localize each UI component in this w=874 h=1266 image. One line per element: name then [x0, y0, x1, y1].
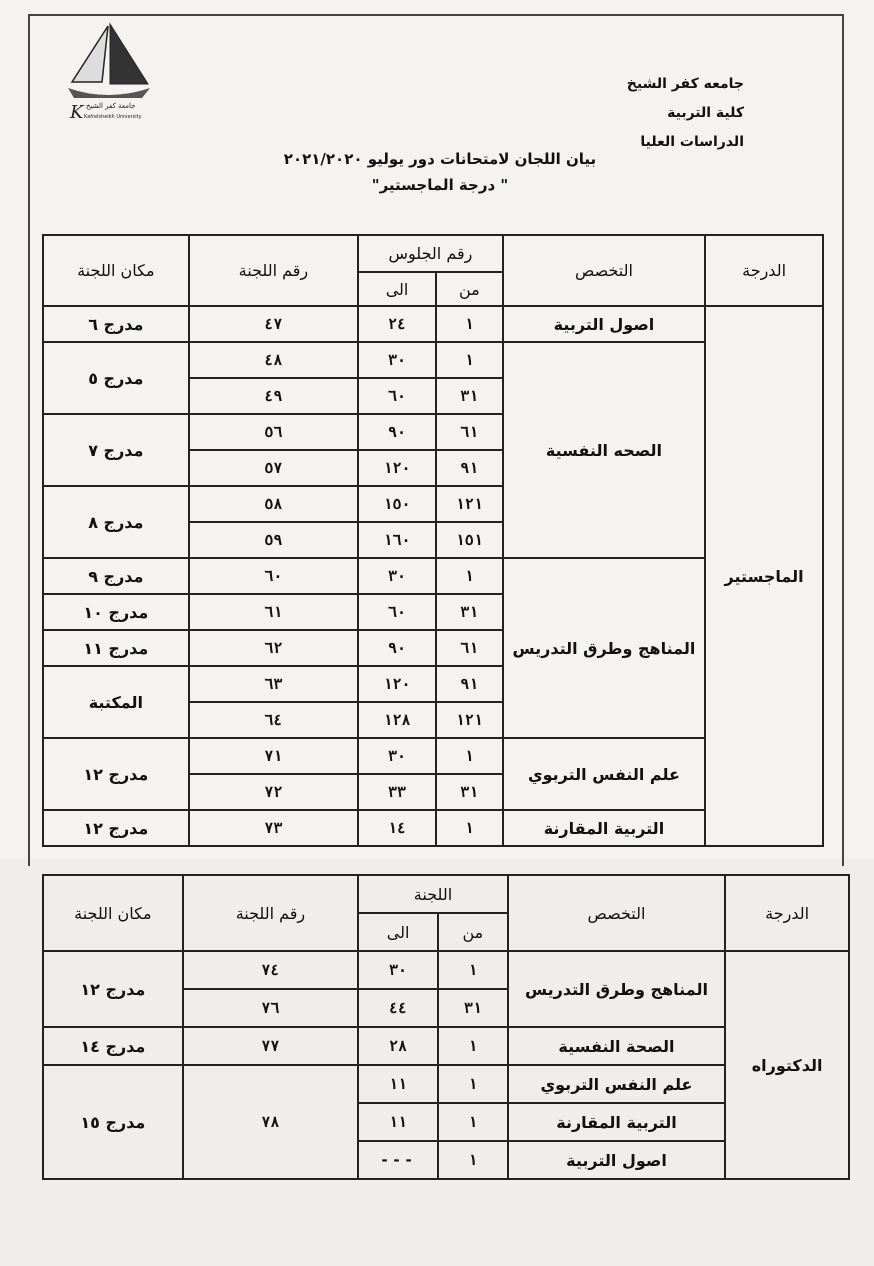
seat-to-cell: ٩٠ — [358, 630, 436, 666]
seat-from-cell: ٩١ — [436, 666, 503, 702]
seat-to-cell: ١٦٠ — [358, 522, 436, 558]
seat-from-cell: ١٢١ — [436, 486, 503, 522]
committee-number-cell: ٦٠ — [189, 558, 358, 594]
committee-place-cell: المكتبة — [43, 666, 189, 738]
specialty-cell: الصحة النفسية — [508, 1027, 725, 1065]
specialty-cell: المناهج وطرق التدريس — [503, 558, 705, 738]
range-to-cell: ٢٨ — [358, 1027, 438, 1065]
seat-from-cell: ١٢١ — [436, 702, 503, 738]
specialty-cell: المناهج وطرق التدريس — [508, 951, 725, 1027]
doctorate-committees-table — [42, 874, 850, 1180]
header-committee-number: رقم اللجنة — [189, 235, 358, 306]
committee-number-cell: ٦٣ — [189, 666, 358, 702]
seat-to-cell: ٣٠ — [358, 342, 436, 378]
committee-place-cell: مدرج ١٢ — [43, 810, 189, 846]
svg-text:جامعة كفر الشيخ: جامعة كفر الشيخ — [86, 102, 136, 110]
committee-place-cell: مدرج ٩ — [43, 558, 189, 594]
seat-from-cell: ٦١ — [436, 630, 503, 666]
header-from: من — [436, 272, 503, 306]
committee-place-cell: مدرج ١٢ — [43, 951, 183, 1027]
seat-to-cell: ٦٠ — [358, 378, 436, 414]
table-row — [43, 306, 823, 342]
svg-text:K: K — [70, 102, 84, 122]
committee-place-cell: مدرج ٥ — [43, 342, 189, 414]
seat-to-cell: ١٥٠ — [358, 486, 436, 522]
committee-number-cell: ٥٦ — [189, 414, 358, 450]
faculty-name: كلية التربية — [667, 105, 744, 121]
institution-header — [627, 70, 744, 157]
range-to-cell: --- — [358, 1141, 438, 1179]
seat-to-cell: ٩٠ — [358, 414, 436, 450]
range-from-cell: ١ — [438, 951, 508, 989]
document-title: بيان اللجان لامتحانات دور يوليو ٢٠٢١/٢٠٢٠ — [283, 150, 597, 168]
specialty-cell: اصول التربية — [508, 1141, 725, 1179]
committee-number-cell: ٤٩ — [189, 378, 358, 414]
seat-to-cell: ٣٣ — [358, 774, 436, 810]
committee-number-cell: ٧٤ — [183, 951, 358, 989]
header-to: الى — [358, 272, 436, 306]
document-subtitle: "درجة الماجستير " — [371, 176, 509, 194]
seat-from-cell: ١٥١ — [436, 522, 503, 558]
university-name: جامعه كفر الشيخ — [626, 76, 744, 92]
university-logo — [62, 22, 154, 122]
seat-to-cell: ٦٠ — [358, 594, 436, 630]
seat-to-cell: ١٢٠ — [358, 666, 436, 702]
specialty-cell: علم النفس التربوي — [508, 1065, 725, 1103]
table-row — [43, 951, 849, 989]
committee-place-cell: مدرج ١١ — [43, 630, 189, 666]
header-specialty: التخصص — [508, 875, 725, 951]
range-from-cell: ١ — [438, 1141, 508, 1179]
committee-number-cell: ٦٤ — [189, 702, 358, 738]
header-committee-group: اللجنة — [358, 875, 508, 913]
header-committee-place: مكان اللجنة — [43, 875, 183, 951]
specialty-cell: علم النفس التربوي — [503, 738, 705, 810]
range-to-cell: ١١ — [358, 1103, 438, 1141]
committee-place-cell: مدرج ٧ — [43, 414, 189, 486]
committee-place-cell: مدرج ١٠ — [43, 594, 189, 630]
range-from-cell: ١ — [438, 1065, 508, 1103]
committee-number-cell: ٧٦ — [183, 989, 358, 1027]
committee-number-cell: ٥٧ — [189, 450, 358, 486]
seat-from-cell: ١ — [436, 342, 503, 378]
seat-from-cell: ٣١ — [436, 378, 503, 414]
seat-from-cell: ٣١ — [436, 774, 503, 810]
committee-number-cell: ٧١ — [189, 738, 358, 774]
specialty-cell: التربية المقارنة — [508, 1103, 725, 1141]
committee-number-cell: ٧٨ — [183, 1065, 358, 1179]
header-committee-place: مكان اللجنة — [43, 235, 189, 306]
svg-text:Kafrelsheikh University: Kafrelsheikh University — [84, 114, 142, 120]
committee-number-cell: ٦٢ — [189, 630, 358, 666]
committee-place-cell: مدرج ١٤ — [43, 1027, 183, 1065]
header-degree: الدرجة — [725, 875, 849, 951]
seat-to-cell: ٢٤ — [358, 306, 436, 342]
seat-from-cell: ٣١ — [436, 594, 503, 630]
committee-place-cell: مدرج ٨ — [43, 486, 189, 558]
seat-from-cell: ٩١ — [436, 450, 503, 486]
degree-cell: الماجستير — [705, 306, 823, 846]
seat-to-cell: ١٢٨ — [358, 702, 436, 738]
committee-number-cell: ٥٨ — [189, 486, 358, 522]
committee-number-cell: ٤٧ — [189, 306, 358, 342]
range-to-cell: ٤٤ — [358, 989, 438, 1027]
seat-from-cell: ١ — [436, 810, 503, 846]
range-to-cell: ١١ — [358, 1065, 438, 1103]
header-degree: الدرجة — [705, 235, 823, 306]
range-from-cell: ٣١ — [438, 989, 508, 1027]
range-to-cell: ٣٠ — [358, 951, 438, 989]
committee-number-cell: ٥٩ — [189, 522, 358, 558]
seat-from-cell: ١ — [436, 306, 503, 342]
committee-place-cell: مدرج ١٥ — [43, 1065, 183, 1179]
seat-from-cell: ٦١ — [436, 414, 503, 450]
committee-place-cell: مدرج ١٢ — [43, 738, 189, 810]
seat-to-cell: ٣٠ — [358, 558, 436, 594]
masters-committees-table — [42, 234, 824, 847]
committee-number-cell: ٦١ — [189, 594, 358, 630]
range-from-cell: ١ — [438, 1027, 508, 1065]
specialty-cell: اصول التربية — [503, 306, 705, 342]
committee-number-cell: ٧٣ — [189, 810, 358, 846]
range-from-cell: ١ — [438, 1103, 508, 1141]
seat-to-cell: ٣٠ — [358, 738, 436, 774]
committee-number-cell: ٤٨ — [189, 342, 358, 378]
header-seat-number: رقم الجلوس — [358, 235, 503, 272]
header-committee-number: رقم اللجنة — [183, 875, 358, 951]
seat-from-cell: ١ — [436, 558, 503, 594]
department-name: الدراسات العليا — [640, 134, 744, 150]
seat-from-cell: ١ — [436, 738, 503, 774]
header-to: الى — [358, 913, 438, 951]
committee-number-cell: ٧٢ — [189, 774, 358, 810]
seat-to-cell: ١٢٠ — [358, 450, 436, 486]
header-from: من — [438, 913, 508, 951]
committee-place-cell: مدرج ٦ — [43, 306, 189, 342]
seat-to-cell: ١٤ — [358, 810, 436, 846]
specialty-cell: الصحه النفسية — [503, 342, 705, 558]
header-specialty: التخصص — [503, 235, 705, 306]
specialty-cell: التربية المقارنة — [503, 810, 705, 846]
degree-cell: الدكتوراه — [725, 951, 849, 1179]
committee-number-cell: ٧٧ — [183, 1027, 358, 1065]
